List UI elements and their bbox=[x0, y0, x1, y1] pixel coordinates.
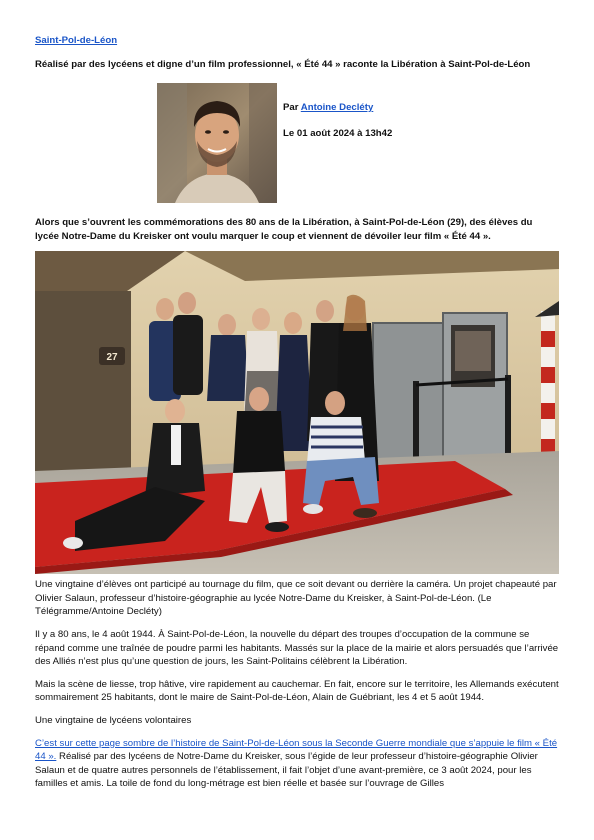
byline: Par Antoine Decléty bbox=[283, 102, 374, 114]
main-photo bbox=[35, 251, 559, 574]
author-meta bbox=[283, 101, 392, 140]
paragraph-1: Il y a 80 ans, le 4 août 1944. À Saint-Pol-de-Léon, la nouvelle du départ des troupes d’occupation de la commune se répand comme une traînée de poudre parmi les habitants. Massés sur la place de la mairie et alors persuadés que l’arrivée des Alliés n’est plus qu’une question de jours, les Saint-Politains célèbrent la Libération. bbox=[35, 628, 559, 668]
history-link[interactable]: C’est sur cette page sombre de l’histoire de Saint-Pol-de-Léon sous la Seconde Guerre mondiale que s’appuie le film « Été 44 ». bbox=[35, 737, 558, 763]
article bbox=[35, 34, 559, 791]
author-link[interactable]: Antoine Decléty bbox=[300, 102, 374, 114]
author-photo bbox=[157, 83, 277, 203]
city-link[interactable]: Saint-Pol-de-Léon bbox=[35, 35, 118, 46]
lead-paragraph: Alors que s’ouvrent les commémorations des 80 ans de la Libération, à Saint-Pol-de-Léon (29), des élèves du lycée Notre-Dame du Kreisker ont voulu marquer le coup et viennent de dévoiler leur film « Été 44 ». bbox=[35, 217, 533, 243]
headline: Réalisé par des lycéens et digne d’un film professionnel, « Été 44 » raconte la Libération à Saint-Pol-de-Léon bbox=[35, 58, 531, 70]
paragraph-2: Mais la scène de liesse, trop hâtive, vire rapidement au cauchemar. En fait, encore sur le territoire, les Allemands exécutent sommairement 25 habitants, dont le maire de Saint-Pol-de-Léon, Alain de Guébriant, les 4 et 5 août 1944. bbox=[35, 678, 559, 704]
photo-badge: 27 bbox=[106, 352, 118, 364]
paragraph-3-text: Réalisé par des lycéens de Notre-Dame du Kreisker, sous l’égide de leur professeur d’histoire-géographie Olivier Salaun et de quatre autres personnels de l’établissement, il fait l’objet d’une avant-première, ce 3 août 2024, pour les familles et amis. La toile de fond du long-métrage est bien réelle et basée sur l’ouvrage de Gilles bbox=[35, 751, 538, 790]
subheading: Une vingtaine de lycéens volontaires bbox=[35, 714, 192, 726]
photo-caption: Une vingtaine d’élèves ont participé au tournage du film, que ce soit devant ou derrière la caméra. Un projet chapeauté par Olivier Salaun, professeur d’histoire-géographie au lycée Notre-Dame du Kreisker, à Saint-Pol-de-Léon. (Le Télégramme/Antoine Decléty) bbox=[35, 579, 557, 618]
paragraph-3 bbox=[35, 737, 559, 791]
publish-date: Le 01 août 2024 à 13h42 bbox=[283, 127, 393, 139]
author-block bbox=[35, 83, 559, 205]
